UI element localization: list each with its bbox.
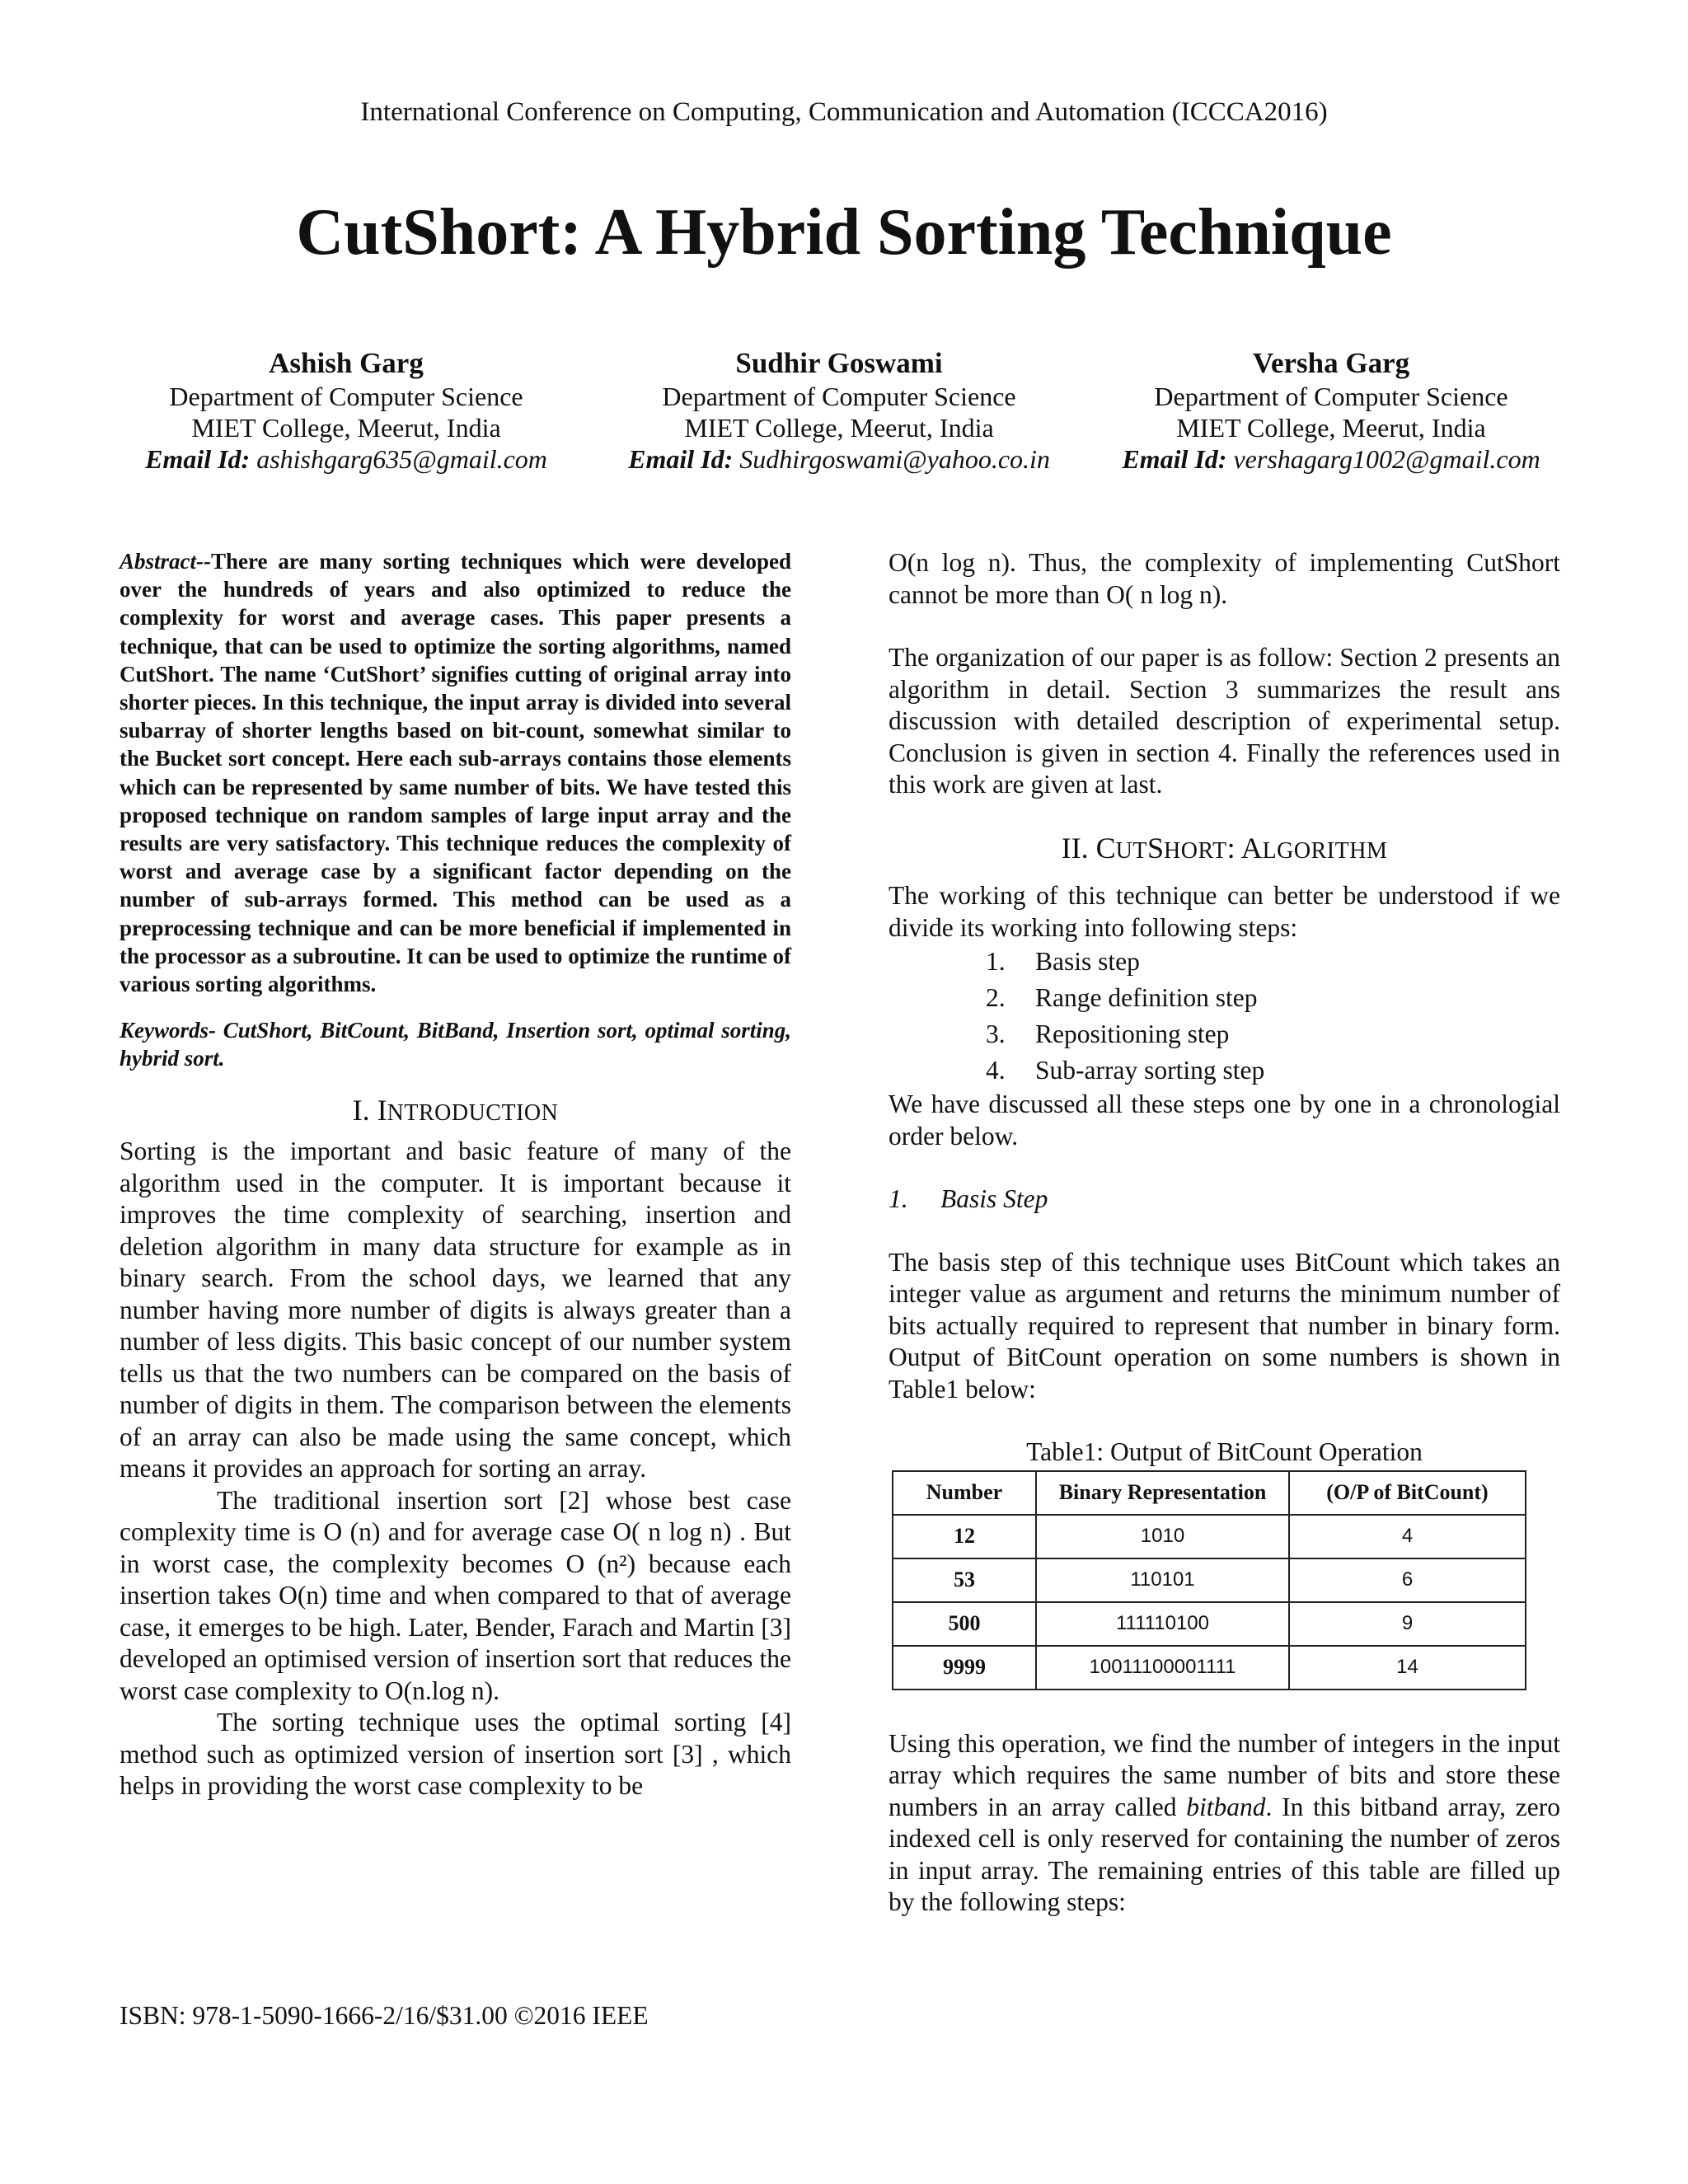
conference-header: International Conference on Computing, Communication and Automation (ICCCA2016) <box>360 97 1328 127</box>
author-name: Ashish Garg <box>269 347 424 379</box>
author-dept: Department of Computer Science <box>1154 382 1508 411</box>
list-item: 4. Sub-array sorting step <box>986 1056 1265 1085</box>
subsection-basis-step: 1. Basis Step <box>889 1184 1048 1213</box>
bitband-paragraph: Using this operation, we find the number of integers in the input array which requires the same number of bits and store these numbers in an array called bitband. In this bitband array, zero indexed cell is only reserved for containing the number of zeros in input array. The remaining entries of this table are filled up by the following steps: <box>889 1728 1560 1916</box>
list-item: 3. Repositioning step <box>986 1019 1230 1048</box>
organization-paragraph: The organization of our paper is as follow: Section 2 presents an algorithm in detail. Section 3 summarizes the result ans discussion with detailed description of experimental setup. Conclusion is given in section 4. Finally the references used in this work are given at last. <box>889 643 1560 799</box>
table-cell: 12 <box>893 1515 1036 1558</box>
footer-isbn: ISBN: 978-1-5090-1666-2/16/$31.00 ©2016 IEEE <box>120 2001 649 2030</box>
table-cell: 500 <box>893 1602 1036 1646</box>
author-dept: Department of Computer Science <box>662 382 1016 411</box>
table-cell: 1010 <box>1036 1515 1289 1558</box>
author-block-3 <box>1084 346 1578 475</box>
list-item: 1. Basis step <box>986 947 1140 976</box>
steps-list <box>889 944 1560 1089</box>
author-email: Email Id: Sudhirgoswami@yahoo.co.in <box>628 444 1050 474</box>
abstract: Abstract--There are many sorting techniques which were developed over the hundreds of years and also optimized to reduce the complexity for worst and average cases. This paper presents a technique, that can be used to optimize the sorting algorithms, named CutShort. The name ‘CutShort’ signifies cutting of original array into shorter pieces. In this technique, the input array is divided into several subarray of shorter lengths based on bit-count, somewhat similar to the Bucket sort concept. Here each sub-arrays contains those elements which can be represented by same number of bits. We have tested this proposed technique on random samples of large input array and the results are very satisfactory. This technique reduces the complexity of worst and average case by a significant factor depending on the number of sub-arrays formed. This method can be used as a preprocessing technique and can be more beneficial if implemented in the processor as a subroutine. It can be used to optimize the runtime of various sorting algorithms. <box>120 549 791 997</box>
author-college: MIET College, Meerut, India <box>684 413 994 443</box>
table-caption: Table1: Output of BitCount Operation <box>1026 1437 1423 1466</box>
table-cell: 14 <box>1289 1646 1526 1690</box>
author-dept: Department of Computer Science <box>169 382 523 411</box>
table-row <box>893 1515 1526 1558</box>
author-email: Email Id: ashishgarg635@gmail.com <box>145 444 547 474</box>
table-header: Binary Representation <box>1036 1471 1289 1515</box>
table-cell: 110101 <box>1036 1558 1289 1602</box>
section-heading-introduction: I. INTRODUCTION <box>352 1093 559 1127</box>
bitcount-table <box>892 1470 1526 1690</box>
paper-title: CutShort: A Hybrid Sorting Technique <box>296 196 1392 269</box>
intro-paragraph-2: The traditional insertion sort [2] whose best case complexity time is O (n) and for average case O( n log n) . But in worst case, the complexity becomes O (n²) because each insertion takes O(n) time and when compared to that of average case, it emerges to be high. Later, Bender, Farach and Martin [3] developed an optimised version of insertion sort that reduces the worst case complexity to O(n.log n). <box>120 1485 791 1705</box>
intro-paragraph-1: Sorting is the important and basic feature of many of the algorithm used in the computer. It is important because it improves the time complexity of searching, insertion and deletion algorithm in many data structure for example as in binary search. From the school days, we learned that any number having more number of digits is always greater than a number of less digits. This basic concept of our number system tells us that the two numbers can be compared on the basis of number of digits in them. The comparison between the elements of an array can also be made using the same concept, which means it provides an approach for sorting an array. <box>120 1137 791 1483</box>
author-email: Email Id: vershagarg1002@gmail.com <box>1122 444 1540 474</box>
table-row <box>893 1646 1526 1690</box>
list-item: 2. Range definition step <box>986 983 1258 1012</box>
table-header-row <box>893 1471 1526 1515</box>
table-row <box>893 1602 1526 1646</box>
table-cell: 111110100 <box>1036 1602 1289 1646</box>
table-cell: 6 <box>1289 1558 1526 1602</box>
steps-intro: The working of this technique can better be understood if we divide its working into following steps: <box>889 881 1560 942</box>
table-cell: 4 <box>1289 1515 1526 1558</box>
table-header: (O/P of BitCount) <box>1289 1471 1526 1515</box>
table-row <box>893 1558 1526 1602</box>
left-column <box>120 547 791 1802</box>
table-cell: 9999 <box>893 1646 1036 1690</box>
author-college: MIET College, Meerut, India <box>1176 413 1486 443</box>
author-block-2 <box>592 346 1086 475</box>
table-cell: 10011100001111 <box>1036 1646 1289 1690</box>
basis-paragraph: The basis step of this technique uses BitCount which takes an integer value as argument and returns the minimum number of bits actually required to represent that number in binary form. Output of BitCount operation on some numbers is shown in Table1 below: <box>889 1247 1560 1404</box>
author-name: Versha Garg <box>1252 347 1410 379</box>
table-cell: 53 <box>893 1558 1036 1602</box>
right-column <box>889 547 1560 1919</box>
section-heading-algorithm: II. CUTSHORT: ALGORITHM <box>1061 831 1388 865</box>
right-paragraph-1: O(n log n). Thus, the complexity of implementing CutShort cannot be more than O( n log n). <box>889 548 1560 609</box>
author-name: Sudhir Goswami <box>735 347 943 379</box>
table-header: Number <box>893 1471 1036 1515</box>
table-cell: 9 <box>1289 1602 1526 1646</box>
keywords: Keywords- CutShort, BitCount, BitBand, Insertion sort, optimal sorting, hybrid sort. <box>120 1018 791 1071</box>
author-block-1 <box>99 346 593 475</box>
author-college: MIET College, Meerut, India <box>191 413 501 443</box>
steps-outro: We have discussed all these steps one by one in a chronologial order below. <box>889 1090 1560 1151</box>
intro-paragraph-3: The sorting technique uses the optimal sorting [4] method such as optimized version of insertion sort [3] , which helps in providing the worst case complexity to be <box>120 1708 791 1801</box>
